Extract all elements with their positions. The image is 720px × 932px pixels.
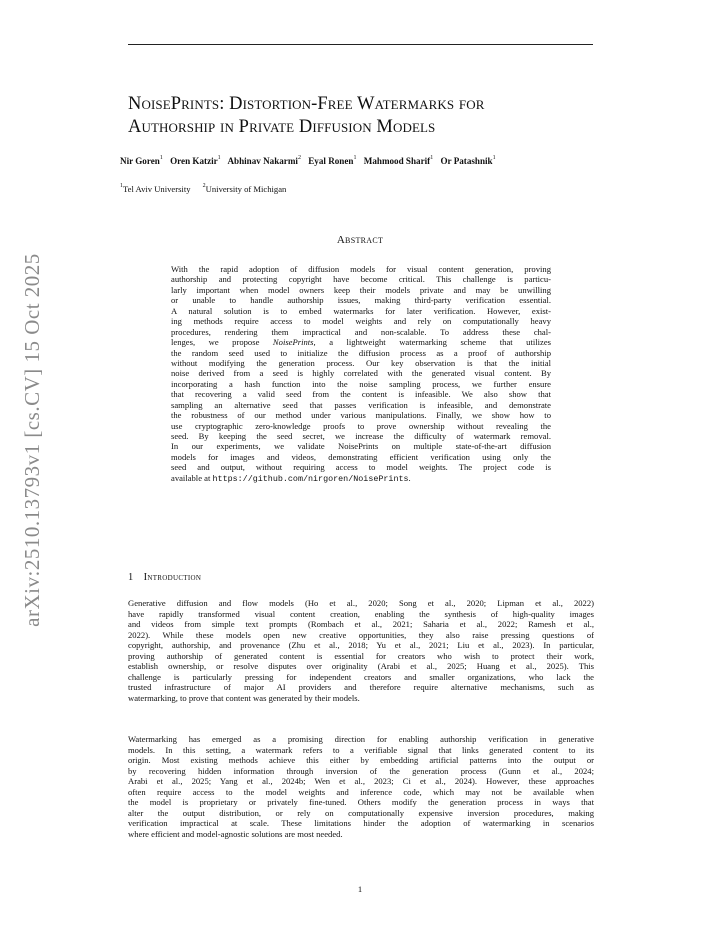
abstract-line: incorporating a hash function into the noise sampling process, we further ensure xyxy=(171,378,551,389)
affiliation-list xyxy=(120,184,296,194)
title-line-1: NoisePrints: Distortion-Free Watermarks for xyxy=(128,94,485,114)
abstract-line: lenges, we propose NoisePrints, a lightweight watermarking scheme that utilizes xyxy=(171,337,551,348)
affiliation-name: Tel Aviv University xyxy=(123,184,191,194)
paragraph-line: models. In this setting, a watermark refers to a verifiable signal that links generated content to its xyxy=(128,744,594,755)
author-name: Nir Goren xyxy=(120,156,160,166)
abstract-line: the random seed used to initialize the diffusion process as a proof of authorship xyxy=(171,347,551,358)
abstract-line: authorship and protecting copyright have become critical. This challenge is particu- xyxy=(171,274,551,285)
abstract-line: noise derived from a seed is highly correlated with the generated visual content. By xyxy=(171,368,551,379)
paragraph-line: Generative diffusion and flow models (Ho et al., 2020; Song et al., 2020; Lipman et al., 2022) xyxy=(128,598,594,608)
abstract-line: models for images and videos, demonstrating efficient verification using only the xyxy=(171,451,551,462)
paragraph-line: the model is proprietary or privately fine-tuned. Others modify the generation process in ways that xyxy=(128,797,594,808)
affiliation xyxy=(120,184,196,194)
paragraph-line: and videos from simple text prompts (Rombach et al., 2021; Saharia et al., 2022; Ramesh et al., xyxy=(128,619,594,630)
project-code-link[interactable]: https://github.com/nirgoren/NoisePrints xyxy=(212,473,409,484)
paragraph-line: origin. Most existing methods achieve this either by embedding artificial patterns into the output or xyxy=(128,755,594,766)
method-name-emphasis: NoisePrints xyxy=(272,337,314,348)
paragraph-line: have rapidly transformed visual content creation, enabling the synthesis of high-quality images xyxy=(128,608,594,619)
abstract-line: A natural solution is to embed watermarks for later verification. However, exist- xyxy=(171,305,551,316)
intro-paragraph-2 xyxy=(128,734,594,839)
author-affiliation-mark: 1 xyxy=(492,155,496,161)
paragraph-line: where efficient and model-agnostic solutions are most needed. xyxy=(128,828,343,839)
author-name: Eyal Ronen xyxy=(308,156,354,166)
abstract-last-prefix: available at xyxy=(171,472,213,483)
section-title: Introduction xyxy=(143,572,202,583)
affiliation xyxy=(203,184,292,194)
abstract-last-line xyxy=(171,473,551,483)
author xyxy=(227,156,301,166)
abstract-line: With the rapid adoption of diffusion models for visual content generation, proving xyxy=(171,264,551,274)
abstract-heading: Abstract xyxy=(336,234,384,246)
author-affiliation-mark: 1 xyxy=(217,155,221,161)
abstract-line: seed. By keeping the seed secret, we increase the difficulty of watermark removal. xyxy=(171,431,551,441)
abstract-body xyxy=(171,264,551,483)
author-affiliation-mark: 1 xyxy=(430,155,434,161)
paragraph-line: proving authorship of generated content is essential for creators who wish to protect their work, xyxy=(128,650,594,661)
abstract-line: larly important when model owners keep their models private and may be unwilling xyxy=(171,284,551,295)
author-name: Or Patashnik xyxy=(440,156,493,166)
paragraph-line: often require access to the model weights and inference code, which may not be available when xyxy=(128,786,594,797)
abstract-line: use cryptographic zero-knowledge proofs to prove ownership without revealing the xyxy=(171,420,551,431)
arxiv-sidebar-id: arXiv:2510.13793v1 [cs.CV] 15 Oct 2025 xyxy=(20,253,44,627)
paragraph-line: challenge is particularly pressing for independent creators and smaller organizations, who lack the xyxy=(128,671,594,682)
author xyxy=(364,156,433,166)
author xyxy=(308,156,356,166)
affiliation-name: University of Michigan xyxy=(205,184,287,194)
author xyxy=(120,156,163,166)
author-name: Mahmood Sharif xyxy=(363,156,431,166)
author-name: Oren Katzir xyxy=(170,156,218,166)
paper-title xyxy=(128,93,608,139)
author xyxy=(440,156,495,166)
paragraph-line: 2022). While these models open new creative opportunities, they also raise pressing questions of xyxy=(128,629,594,640)
author-affiliation-mark: 2 xyxy=(297,155,301,161)
paragraph-line: copyright, authorship, and provenance (Zhu et al., 2018; Yu et al., 2021; Liu et al., 2023). In particular, xyxy=(128,640,594,651)
page-number: 1 xyxy=(357,884,363,894)
abstract-line: the robustness of our method under various manipulations. Finally, we show how to xyxy=(171,410,551,421)
abstract-line: sampling an alternative seed that passes verification is infeasible, and demonstrate xyxy=(171,399,551,410)
abstract-last-suffix: . xyxy=(408,472,411,483)
intro-paragraph-1 xyxy=(128,598,594,703)
abstract-line: seed and output, without requiring access to model weights. The project code is xyxy=(171,462,551,473)
abstract-line: In our experiments, we validate NoisePrints on multiple state-of-the-art diffusion xyxy=(171,441,551,452)
author xyxy=(170,156,221,166)
section-heading-introduction xyxy=(128,572,201,583)
abstract-line: without modifying the generation process. Our key observation is that the initial xyxy=(171,357,551,368)
paragraph-line: Arabi et al., 2025; Yang et al., 2024b; Wen et al., 2023; Ci et al., 2024). However, these approaches xyxy=(128,776,594,787)
top-rule xyxy=(128,44,593,45)
section-number: 1 xyxy=(128,572,134,583)
abstract-line: ing methods require access to model weights and rely on computationally heavy xyxy=(171,316,551,327)
author-list xyxy=(120,156,620,166)
paragraph-line: watermarking, to prove that content was generated by their models. xyxy=(128,692,360,703)
author-affiliation-mark: 1 xyxy=(159,155,163,161)
author-name: Abhinav Nakarmi xyxy=(227,156,298,166)
author-affiliation-mark: 1 xyxy=(353,155,357,161)
paragraph-line: by recovering hidden information through inversion of the generation process (Gunn et al., 2024; xyxy=(128,765,594,776)
affiliation-number: 2 xyxy=(202,183,206,189)
paragraph-line: establish ownership, or resolve disputes over originality (Arabi et al., 2025; Huang et al., 2025). This xyxy=(128,661,594,672)
affiliation-number: 1 xyxy=(120,183,123,189)
abstract-line: that recovering a valid seed from the content is infeasible. We also show that xyxy=(171,389,551,400)
paragraph-line: verification impractical at scale. These limitations hinder the adoption of watermarking in scenarios xyxy=(128,818,594,829)
paragraph-line: alter the output distribution, or rely on computationally expensive inversion procedures, making xyxy=(128,807,594,818)
abstract-line: procedures, rendering them impractical and non-scalable. To address these chal- xyxy=(171,326,551,337)
paragraph-line: Watermarking has emerged as a promising direction for enabling authorship verification in generative xyxy=(128,734,594,744)
title-line-2: Authorship in Private Diffusion Models xyxy=(128,117,436,137)
abstract-line: or unable to handle authorship issues, making third-party verification essential. xyxy=(171,295,551,306)
paragraph-line: trusted infrastructure of major AI providers and therefore require alternative mechanisms, such as xyxy=(128,682,594,693)
